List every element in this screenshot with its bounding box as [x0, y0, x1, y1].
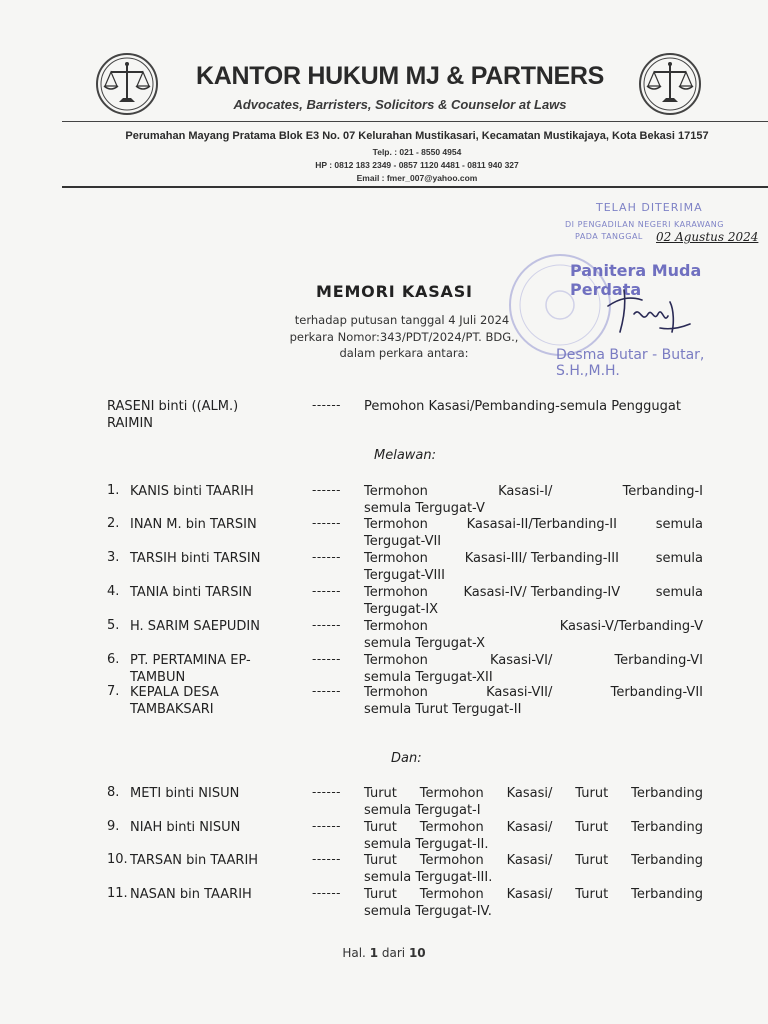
role-word: Kasasi/	[506, 887, 553, 902]
role-word: Termohon	[419, 853, 484, 868]
separator: ------	[312, 886, 341, 900]
role-word: Termohon	[364, 619, 428, 634]
scales-of-justice-icon	[95, 52, 159, 116]
respondent-number: 7.	[107, 684, 120, 699]
subtitle-line-3: dalam perkara antara:	[339, 346, 469, 360]
separator: ------	[312, 398, 341, 412]
applicant-name-line-1: RASENI binti ((ALM.)	[107, 399, 239, 414]
role-word: Kasasi-VII/	[486, 685, 553, 700]
role-word: Kasasi-III/ Terbanding-III	[464, 551, 619, 566]
respondent-number: 5.	[107, 618, 120, 633]
respondent-role	[364, 483, 703, 517]
role-word: semula	[655, 551, 703, 566]
role-word: Termohon	[364, 517, 428, 532]
firm-name: KANTOR HUKUM MJ & PARTNERS	[196, 62, 604, 90]
role-word: Termohon	[419, 786, 484, 801]
co-respondent-number: 10.	[107, 852, 128, 867]
role-word: Kasasi-V/Terbanding-V	[559, 619, 703, 634]
role-word: Terbanding-I	[622, 484, 703, 499]
respondent-role	[364, 516, 703, 550]
co-respondent-name: TARSAN bin TAARIH	[130, 853, 259, 868]
respondent-name-line-1: PT. PERTAMINA EP-	[130, 653, 251, 668]
respondent-name-line-1: KEPALA DESA	[130, 685, 219, 700]
role-word: Termohon	[364, 551, 428, 566]
role-word: Kasasi-IV/ Terbanding-IV	[463, 585, 621, 600]
co-respondent-role	[364, 785, 703, 819]
role-line-2: Tergugat-VIII	[364, 568, 445, 583]
co-respondent-name: METI binti NISUN	[130, 786, 240, 801]
role-line-2: semula Tergugat-III.	[364, 870, 493, 885]
respondent-name	[130, 652, 280, 686]
applicant-name-line-2: RAIMIN	[107, 416, 154, 431]
firm-telephone: Telp. : 021 - 8550 4954	[372, 147, 462, 157]
role-word: Turut	[575, 786, 609, 801]
co-respondent-number: 9.	[107, 819, 120, 834]
stamp-officer-name: Desma Butar - Butar, S.H.,M.H.	[556, 347, 705, 379]
role-word: Kasasi-VI/	[489, 653, 553, 668]
separator: ------	[312, 516, 341, 530]
respondent-number: 1.	[107, 483, 120, 498]
respondent-name-line-2: TAMBAKSARI	[130, 702, 214, 717]
role-word: Turut	[575, 887, 609, 902]
co-respondent-role	[364, 852, 703, 886]
co-respondent-number: 8.	[107, 785, 120, 800]
role-line-2: semula Tergugat-XII	[364, 670, 493, 685]
co-respondent-role	[364, 886, 703, 920]
role-line-2: semula Tergugat-I	[364, 803, 481, 818]
applicant-name	[107, 398, 277, 432]
document-title: MEMORI KASASI	[316, 282, 473, 301]
role-word: Terbanding	[631, 853, 703, 868]
role-word: Kasasai-II/Terbanding-II	[466, 517, 617, 532]
respondent-name: INAN M. bin TARSIN	[130, 517, 257, 532]
respondent-number: 2.	[107, 516, 120, 531]
firm-mobile-phones: HP : 0812 183 2349 - 0857 1120 4481 - 0811 940 327	[315, 160, 519, 170]
separator: ------	[312, 618, 341, 632]
separator: ------	[312, 852, 341, 866]
separator: ------	[312, 652, 341, 666]
role-line-2: semula Tergugat-V	[364, 501, 485, 516]
stamp-court-name: DI PENGADILAN NEGERI KARAWANG	[565, 220, 724, 229]
role-word: Turut	[575, 853, 609, 868]
respondent-number: 3.	[107, 550, 120, 565]
subtitle-line-1: terhadap putusan tanggal 4 Juli 2024	[294, 313, 510, 327]
page-number	[0, 946, 768, 960]
role-word: Termohon	[419, 887, 484, 902]
respondent-number: 6.	[107, 652, 120, 667]
separator: ------	[312, 550, 341, 564]
subtitle-line-2: perkara Nomor:343/PDT/2024/PT. BDG.,	[289, 330, 519, 344]
role-word: Termohon	[419, 820, 484, 835]
role-word: Termohon	[364, 653, 428, 668]
role-word: Terbanding-VII	[610, 685, 703, 700]
respondent-name: KANIS binti TAARIH	[130, 484, 254, 499]
role-word: Terbanding	[631, 887, 703, 902]
role-word: Termohon	[364, 484, 428, 499]
applicant-role: Pemohon Kasasi/Pembanding-semula Penggugat	[364, 399, 681, 414]
firm-tagline: Advocates, Barristers, Solicitors & Counselor at Laws	[233, 97, 567, 112]
role-word: Turut	[364, 853, 397, 868]
separator: ------	[312, 819, 341, 833]
stamp-office: Panitera Muda Perdata	[570, 261, 702, 299]
co-respondent-name: NASAN bin TAARIH	[130, 887, 252, 902]
role-word: Kasasi/	[506, 853, 553, 868]
role-word: Termohon	[364, 585, 428, 600]
letterhead-divider	[62, 121, 768, 122]
current-page: 1	[369, 946, 379, 960]
firm-email: Email : fmer_007@yahoo.com	[356, 173, 478, 183]
separator: ------	[312, 684, 341, 698]
letterhead-bottom-rule	[62, 186, 768, 188]
role-word: Turut	[364, 786, 397, 801]
role-word: Turut	[575, 820, 609, 835]
separator: ------	[312, 483, 341, 497]
respondent-role	[364, 684, 703, 718]
respondent-name: TARSIH binti TARSIN	[130, 551, 261, 566]
role-line-2: semula Tergugat-IV.	[364, 904, 492, 919]
role-word: Terbanding	[631, 786, 703, 801]
role-word: Turut	[364, 820, 397, 835]
respondent-role	[364, 618, 703, 652]
stamp-handwritten-date: 02 Agustus 2024	[656, 230, 759, 244]
stamp-received-label: TELAH DITERIMA	[596, 201, 703, 214]
role-word: Terbanding-VI	[614, 653, 703, 668]
role-word: semula	[655, 517, 703, 532]
respondent-name	[130, 684, 280, 718]
respondent-role	[364, 584, 703, 618]
separator: ------	[312, 584, 341, 598]
role-word: Terbanding	[631, 820, 703, 835]
respondent-number: 4.	[107, 584, 120, 599]
separator: ------	[312, 785, 341, 799]
respondent-role	[364, 652, 703, 686]
respondent-name: TANIA binti TARSIN	[130, 585, 253, 600]
scales-of-justice-icon	[638, 52, 702, 116]
role-line-2: Tergugat-VII	[364, 534, 442, 549]
co-respondent-number: 11.	[107, 886, 128, 901]
total-pages: 10	[408, 946, 426, 960]
respondent-name-line-2: TAMBUN	[130, 670, 186, 685]
role-line-2: semula Turut Tergugat-II	[364, 702, 522, 717]
role-word: Kasasi/	[506, 820, 553, 835]
role-word: Kasasi-I/	[498, 484, 553, 499]
role-line-2: Tergugat-IX	[364, 602, 439, 617]
and-label: Dan:	[391, 751, 422, 766]
role-line-2: semula Tergugat-X	[364, 636, 485, 651]
stamp-date-label: PADA TANGGAL	[575, 232, 643, 241]
respondent-name: H. SARIM SAEPUDIN	[130, 619, 260, 634]
role-word: Termohon	[364, 685, 428, 700]
against-label: Melawan:	[374, 448, 437, 463]
co-respondent-role	[364, 819, 703, 853]
firm-address: Perumahan Mayang Pratama Blok E3 No. 07 Kelurahan Mustikasari, Kecamatan Mustikajaya, Kota Bekasi 17157	[125, 130, 709, 142]
role-word: semula	[655, 585, 703, 600]
co-respondent-name: NIAH binti NISUN	[130, 820, 241, 835]
role-word: Turut	[364, 887, 397, 902]
page-number-of: dari	[381, 946, 406, 960]
respondent-role	[364, 550, 703, 584]
role-word: Kasasi/	[506, 786, 553, 801]
role-line-2: semula Tergugat-II.	[364, 837, 489, 852]
page-number-prefix: Hal.	[342, 946, 366, 960]
